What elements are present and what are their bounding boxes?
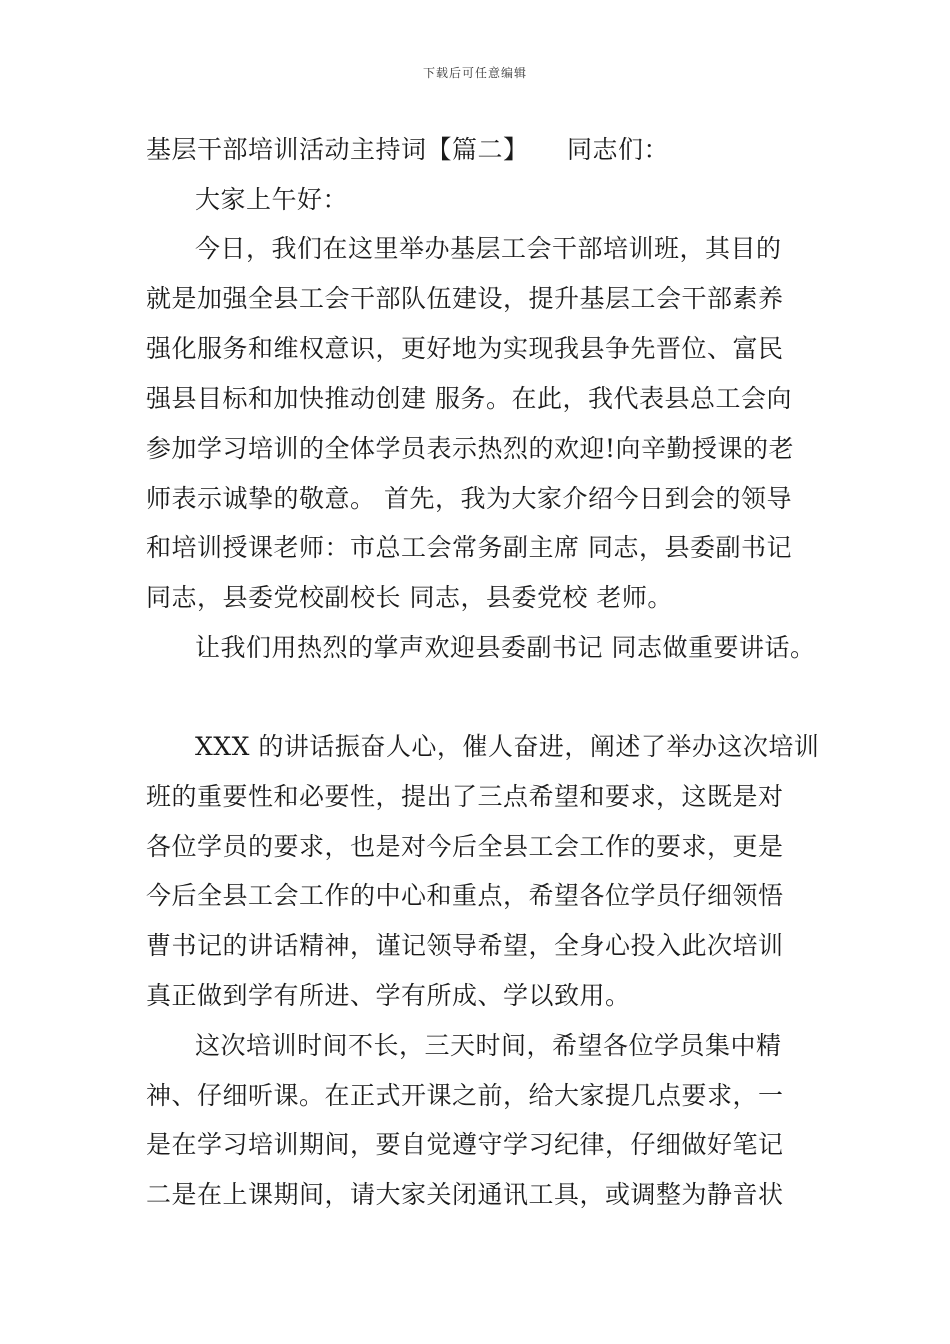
text-line: 这次培训时间不长，三天时间，希望各位学员集中精: [195, 1031, 782, 1060]
text-line: 今日，我们在这里举办基层工会干部培训班，其目的: [195, 234, 782, 263]
text-line: 参加学习培训的全体学员表示热烈的欢迎!向辛勤授课的老: [146, 434, 795, 463]
text-line: 班的重要性和必要性，提出了三点希望和要求，这既是对: [146, 782, 784, 811]
document-title-line: 基层干部培训活动主持词【篇二】 同志们：: [146, 135, 670, 164]
text-line: 就是加强全县工会干部队伍建设，提升基层工会干部素养: [146, 284, 784, 313]
text-line: 今后全县工会工作的中心和重点，希望各位学员仔细领悟: [146, 881, 784, 910]
text-line: 大家上午好：: [195, 185, 349, 214]
text-line: 真正做到学有所进、学有所成、学以致用。: [146, 981, 631, 1010]
text-line: 同志，县委党校副校长 同志，县委党校 老师。: [146, 583, 673, 612]
text-line: 曹书记的讲话精神，谨记领导希望，全身心投入此次培训: [146, 931, 784, 960]
text-line: XXX 的讲话振奋人心，催人奋进，阐述了举办这次培训: [195, 732, 820, 761]
text-line: 强化服务和维权意识，更好地为实现我县争先晋位、富民: [146, 334, 784, 363]
text-line: 和培训授课老师：市总工会常务副主席 同志，县委副书记: [146, 533, 792, 562]
header-note: 下载后可任意编辑: [422, 66, 527, 80]
text-line: 强县目标和加快推动创建 服务。在此，我代表县总工会向: [146, 384, 792, 413]
text-line: 让我们用热烈的掌声欢迎县委副书记 同志做重要讲话。: [195, 633, 816, 662]
text-line: 神、仔细听课。在正式开课之前，给大家提几点要求，一: [146, 1081, 784, 1110]
text-line: 是在学习培训期间，要自觉遵守学习纪律，仔细做好笔记: [146, 1130, 784, 1159]
text-line: 各位学员的要求，也是对今后全县工会工作的要求，更是: [146, 832, 784, 861]
text-line: 师表示诚挚的敬意。 首先，我为大家介绍今日到会的领导: [146, 484, 792, 513]
text-line: 二是在上课期间，请大家关闭通讯工具，或调整为静音状: [146, 1180, 784, 1209]
